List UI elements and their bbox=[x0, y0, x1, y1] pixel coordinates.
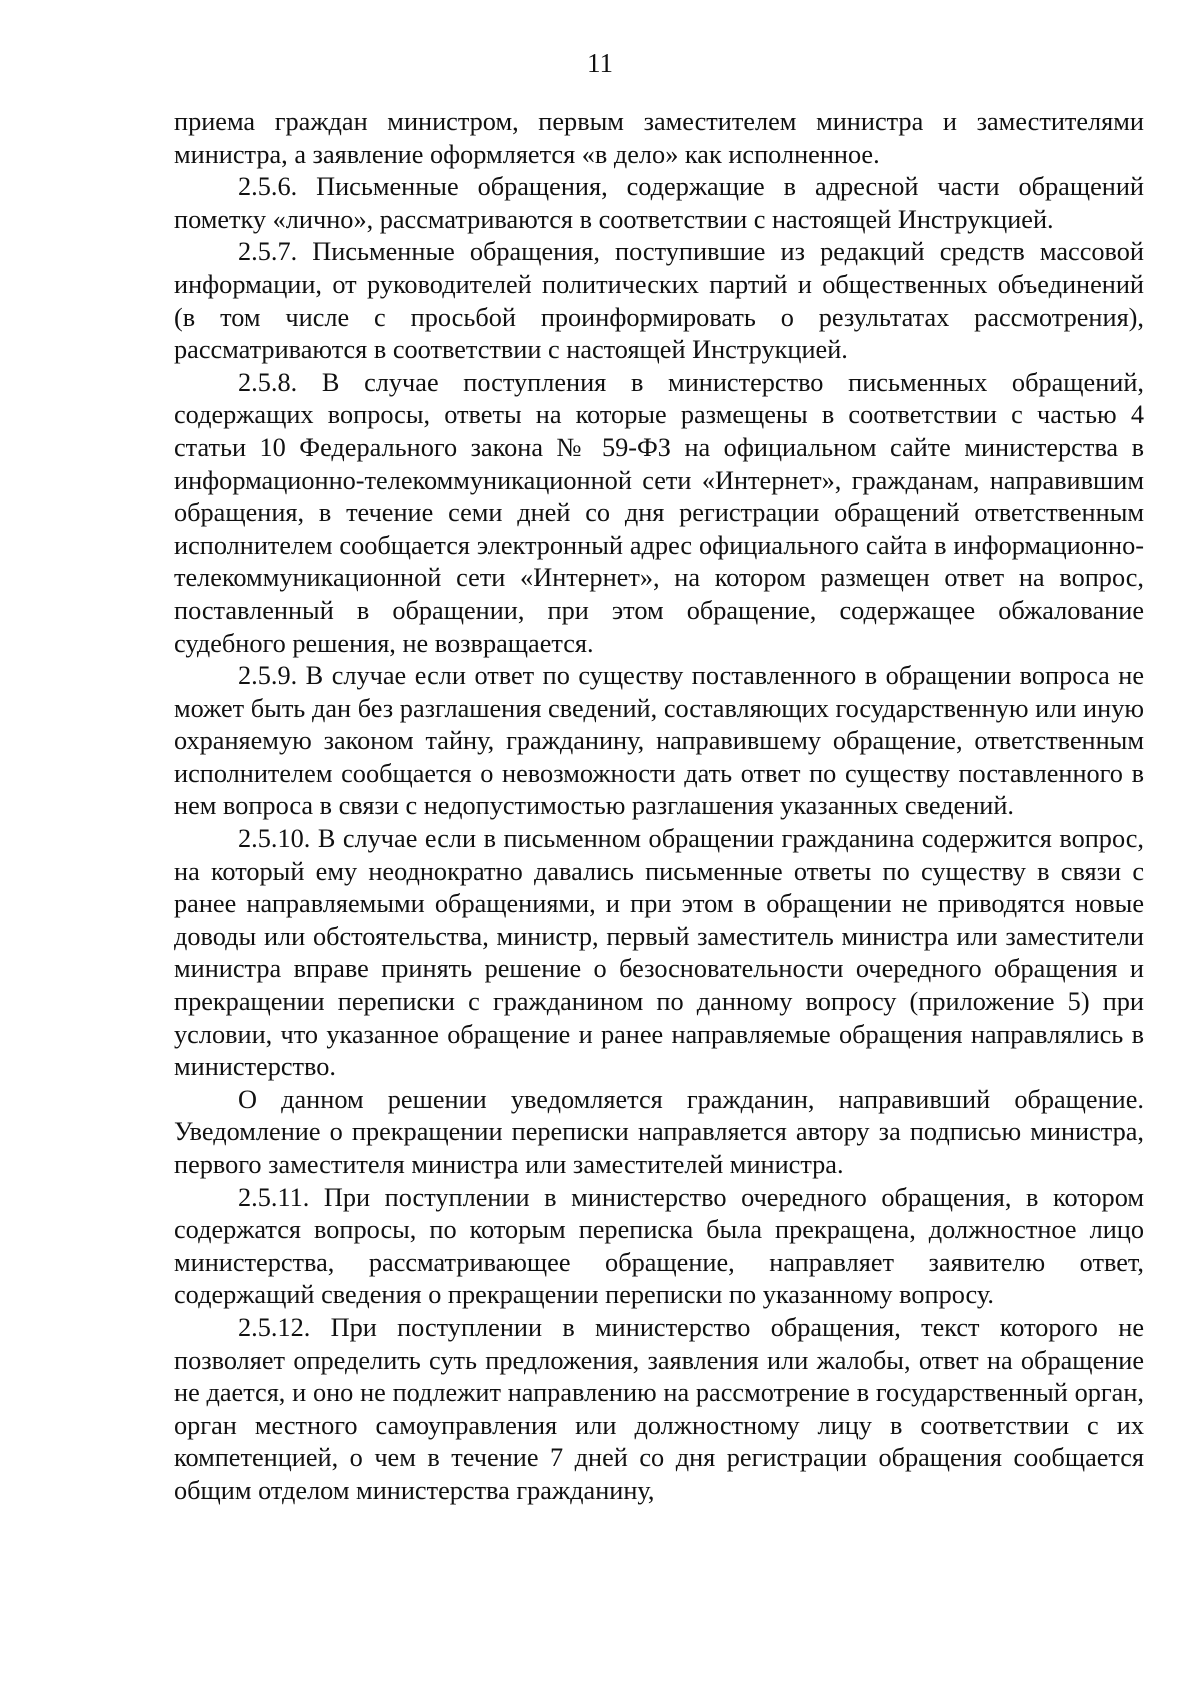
paragraph: 2.5.11. При поступлении в министерство очередного обращения, в котором содержатся вопросы, по которым переписка была прекращена, должностное лицо министерства, рассматривающее обращение, направляет заявителю ответ, содержащий сведения о прекращении переписки по указанному вопросу. bbox=[174, 1182, 1144, 1310]
paragraph: 2.5.9. В случае если ответ по существу поставленного в обращении вопроса не может быть дан без разглашения сведений, составляющих государственную или иную охраняемую законом тайну, гражданину, направившему обращение, ответственным исполнителем сообщается о невозможности дать ответ по существу поставленного в нем вопроса в связи с недопустимостью разглашения указанных сведений. bbox=[174, 661, 1144, 821]
paragraph: 2.5.6. Письменные обращения, содержащие в адресной части обращений пометку «лично», рассматриваются в соответствии с настоящей Инструкцией. bbox=[174, 172, 1144, 234]
page-number: 11 bbox=[587, 48, 613, 78]
paragraph: 2.5.8. В случае поступления в министерство письменных обращений, содержащих вопросы, ответы на которые размещены в соответствии с частью 4 статьи 10 Федерального закона № 59-ФЗ на официальном сайте министерства в информационно-телекоммуникационной сети «Интернет», гражданам, направившим обращения, в течение семи дней со дня регистрации обращений ответственным исполнителем сообщается электронный адрес официального сайта в информационно-телекоммуникационной сети «Интернет», на котором размещен ответ на вопрос, поставленный в обращении, при этом обращение, содержащее обжалование судебного решения, не возвращается. bbox=[174, 367, 1144, 658]
paragraph: О данном решении уведомляется гражданин, направивший обращение. Уведомление о прекращении переписки направляется автору за подписью министра, первого заместителя министра или заместителей министра. bbox=[174, 1084, 1144, 1179]
paragraph: 2.5.7. Письменные обращения, поступившие из редакций средств массовой информации, от руководителей политических партий и общественных объединений (в том числе с просьбой проинформировать о результатах рассмотрения), рассматриваются в соответствии с настоящей Инструкцией. bbox=[174, 237, 1144, 365]
paragraph: 2.5.12. При поступлении в министерство обращения, текст которого не позволяет определить суть предложения, заявления или жалобы, ответ на обращение не дается, и оно не подлежит направлению на рассмотрение в государственный орган, орган местного самоуправления или должностному лицу в соответствии с их компетенцией, о чем в течение 7 дней со дня регистрации обращения сообщается общим отделом министерства гражданину, bbox=[174, 1312, 1144, 1505]
paragraph: приема граждан министром, первым заместителем министра и заместителями министра, а заявление оформляется «в дело» как исполненное. bbox=[174, 107, 1144, 169]
document-body bbox=[174, 106, 1144, 1508]
paragraph: 2.5.10. В случае если в письменном обращении гражданина содержится вопрос, на который ему неоднократно давались письменные ответы по существу в связи с ранее направляемыми обращениями, и при этом в обращении не приводятся новые доводы или обстоятельства, министр, первый заместитель министра или заместители министра вправе принять решение о безосновательности очередного обращения и прекращении переписки с гражданином по данному вопросу (приложение 5) при условии, что указанное обращение и ранее направляемые обращения направлялись в министерство. bbox=[174, 824, 1144, 1082]
